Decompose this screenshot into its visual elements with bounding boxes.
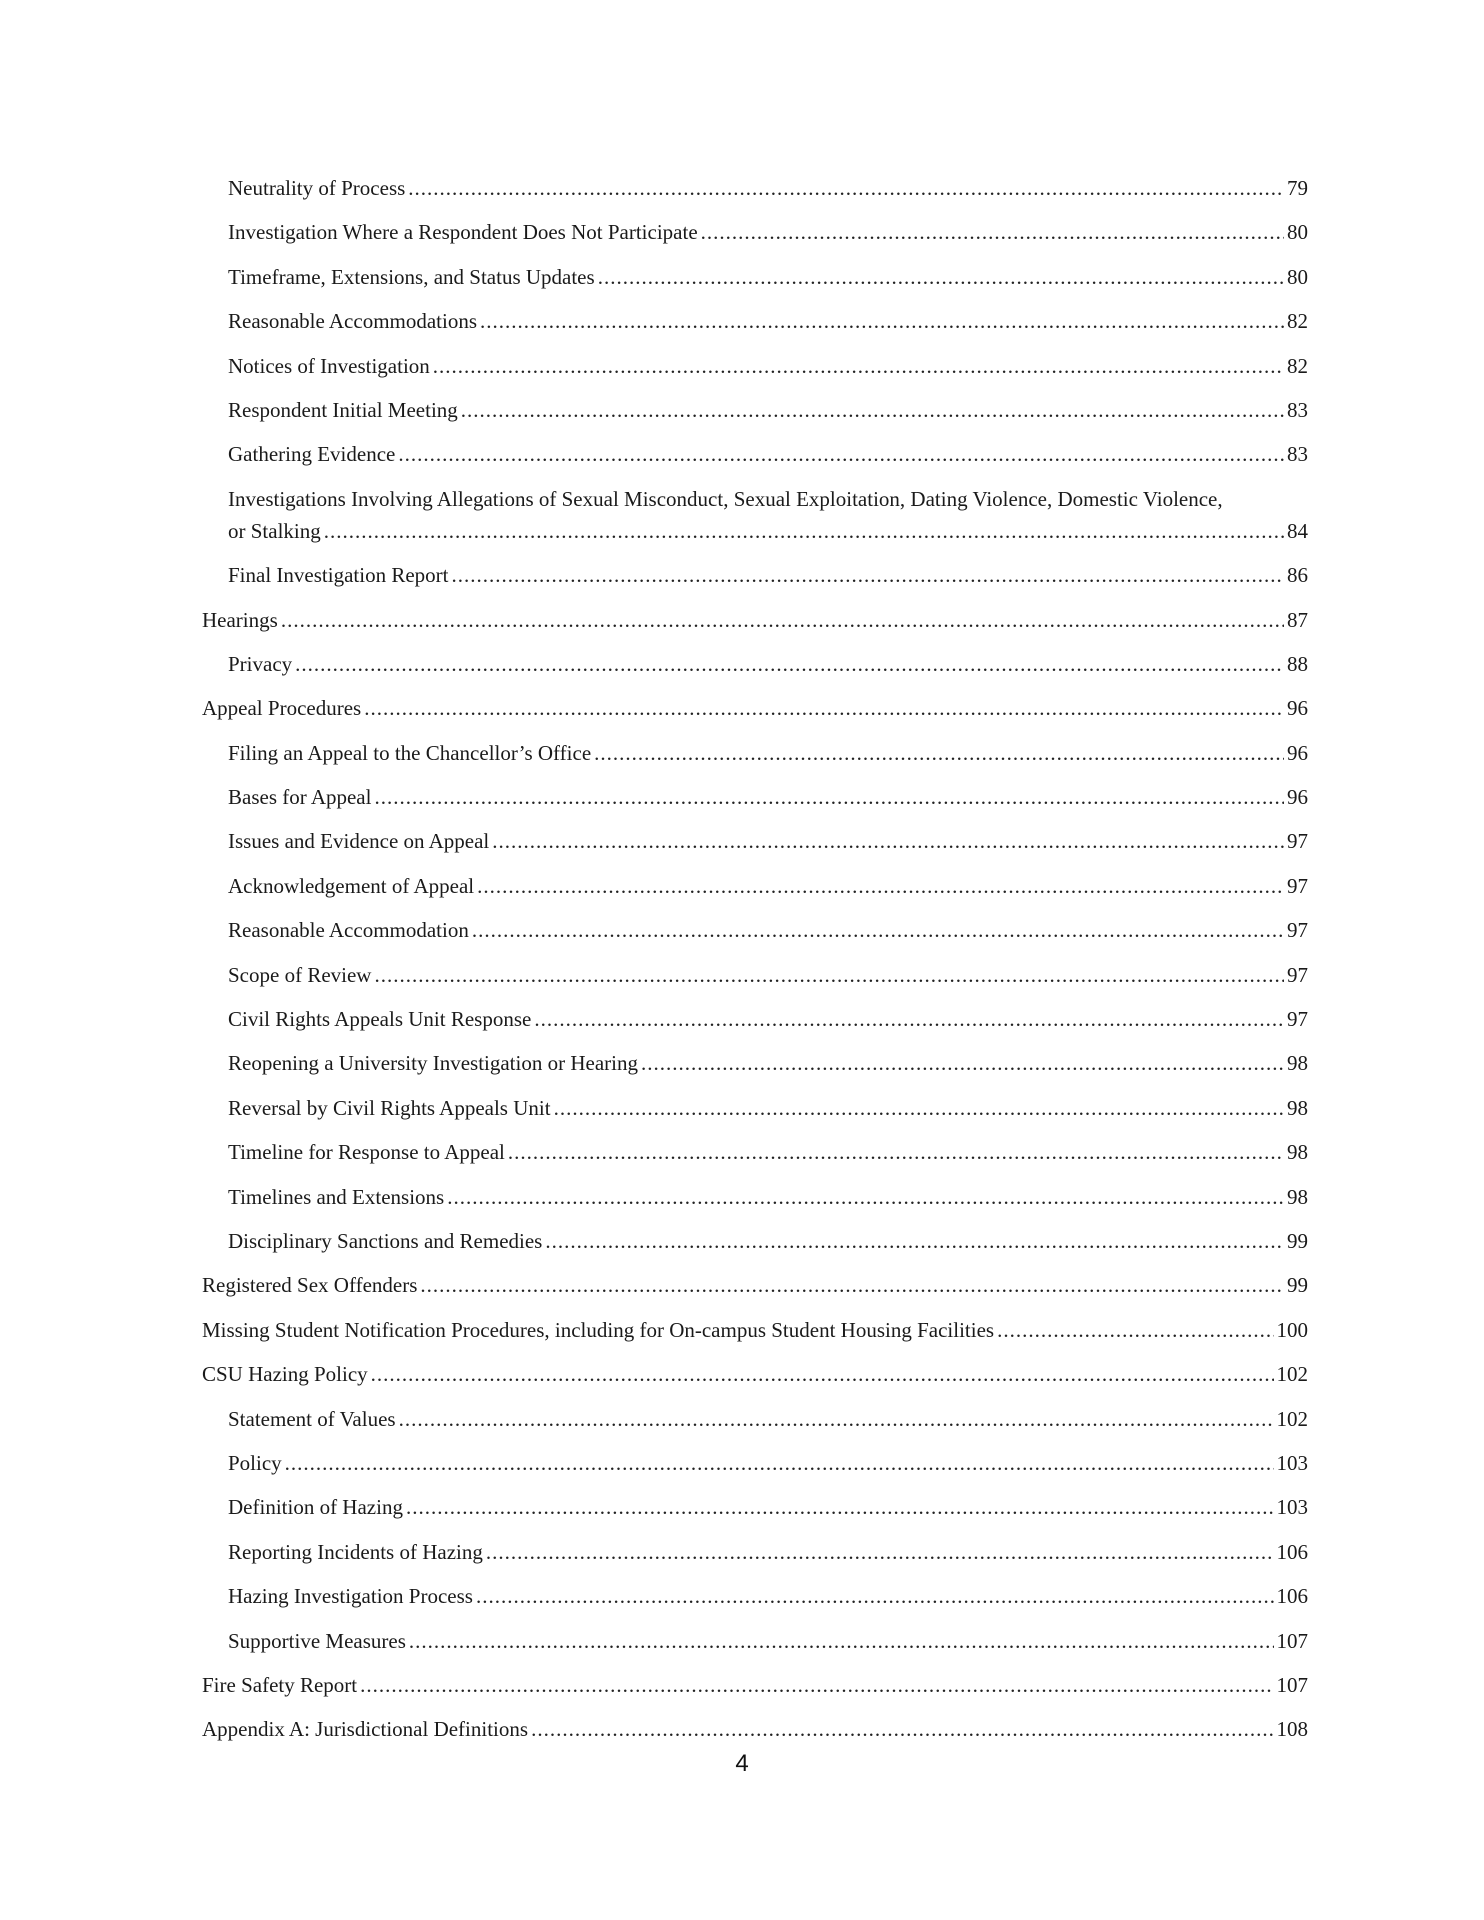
dot-leader bbox=[398, 438, 1284, 470]
toc-entry[interactable] bbox=[202, 737, 1308, 769]
toc-entry-page: 87 bbox=[1287, 607, 1308, 632]
toc-entry-page: 98 bbox=[1287, 1184, 1308, 1209]
dot-leader bbox=[420, 1269, 1284, 1301]
dot-leader bbox=[477, 870, 1284, 902]
toc-entry[interactable] bbox=[202, 1003, 1308, 1035]
toc-entry-title: Appendix A: Jurisdictional Definitions bbox=[202, 1717, 529, 1742]
dot-leader bbox=[295, 648, 1284, 680]
toc-entry-page: 108 bbox=[1276, 1717, 1308, 1742]
toc-entry-page: 98 bbox=[1287, 1051, 1308, 1076]
toc-entry[interactable] bbox=[202, 1447, 1308, 1479]
toc-entry-title: Appeal Procedures bbox=[202, 696, 362, 721]
toc-entry-title: Definition of Hazing bbox=[228, 1495, 403, 1520]
dot-leader bbox=[508, 1136, 1284, 1168]
dot-leader bbox=[545, 1225, 1284, 1257]
toc-entry-page: 97 bbox=[1287, 873, 1308, 898]
toc-entry-page: 106 bbox=[1276, 1584, 1308, 1609]
dot-leader bbox=[997, 1314, 1273, 1346]
toc-entry-title: Reopening a University Investigation or Hearing bbox=[228, 1051, 638, 1076]
toc-entry-page: 99 bbox=[1287, 1273, 1308, 1298]
toc-entry[interactable] bbox=[202, 305, 1308, 337]
toc-entry-page: 97 bbox=[1287, 918, 1308, 943]
toc-entry-title: Timelines and Extensions bbox=[228, 1184, 445, 1209]
toc-entry[interactable] bbox=[202, 648, 1308, 680]
toc-entry-title: Fire Safety Report bbox=[202, 1672, 358, 1697]
dot-leader bbox=[492, 825, 1284, 857]
dot-leader bbox=[374, 781, 1284, 813]
toc-entry[interactable] bbox=[202, 1713, 1308, 1745]
toc-entry-page: 82 bbox=[1287, 309, 1308, 334]
dot-leader bbox=[360, 1669, 1273, 1701]
dot-leader bbox=[281, 604, 1284, 636]
toc-entry-page: 86 bbox=[1287, 563, 1308, 588]
toc-entry-page: 97 bbox=[1287, 1007, 1308, 1032]
toc-entry-title: Issues and Evidence on Appeal bbox=[228, 829, 490, 854]
toc-entry-title: Filing an Appeal to the Chancellor’s Office bbox=[228, 740, 592, 765]
dot-leader bbox=[285, 1447, 1274, 1479]
toc-entry-title: Investigation Where a Respondent Does Not Participate bbox=[228, 220, 698, 245]
toc-entry[interactable] bbox=[202, 1092, 1308, 1124]
dot-leader bbox=[399, 1403, 1274, 1435]
toc-entry-title: Missing Student Notification Procedures, including for On-campus Student Housing Facilities bbox=[202, 1317, 995, 1342]
toc-entry-page: 106 bbox=[1276, 1539, 1308, 1564]
toc-entry-page: 96 bbox=[1287, 740, 1308, 765]
toc-entry[interactable] bbox=[202, 483, 1308, 547]
toc-entry-page: 107 bbox=[1276, 1628, 1308, 1653]
toc-entry-page: 98 bbox=[1287, 1140, 1308, 1165]
dot-leader bbox=[472, 914, 1284, 946]
toc-entry-title: Timeframe, Extensions, and Status Updates bbox=[228, 264, 595, 289]
toc-entry-title: Reasonable Accommodations bbox=[228, 309, 478, 334]
dot-leader bbox=[461, 394, 1284, 426]
toc-entry[interactable] bbox=[202, 1625, 1308, 1657]
toc-entry[interactable] bbox=[202, 261, 1308, 293]
toc-entry-page: 82 bbox=[1287, 353, 1308, 378]
toc-entry-page: 97 bbox=[1287, 962, 1308, 987]
toc-entry-page: 100 bbox=[1276, 1317, 1308, 1342]
dot-leader bbox=[480, 305, 1284, 337]
toc-entry[interactable] bbox=[202, 559, 1308, 591]
dot-leader bbox=[594, 737, 1284, 769]
toc-entry[interactable] bbox=[202, 350, 1308, 382]
toc-entry[interactable] bbox=[202, 914, 1308, 946]
toc-entry-title: Privacy bbox=[228, 651, 293, 676]
dot-leader bbox=[433, 350, 1284, 382]
dot-leader bbox=[447, 1181, 1284, 1213]
toc-entry-title: Supportive Measures bbox=[228, 1628, 406, 1653]
toc-entry-title: Gathering Evidence bbox=[228, 442, 396, 467]
toc-entry-title: Reasonable Accommodation bbox=[228, 918, 469, 943]
page-number: 4 bbox=[735, 1750, 749, 1777]
dot-leader bbox=[701, 216, 1284, 248]
dot-leader bbox=[534, 1003, 1284, 1035]
toc-entry-page: 103 bbox=[1276, 1450, 1308, 1475]
toc-entry-page: 99 bbox=[1287, 1228, 1308, 1253]
toc-entry[interactable] bbox=[202, 1136, 1308, 1168]
toc-entry-title-line1: Investigations Involving Allegations of Sexual Misconduct, Sexual Exploitation, Dating Violence, Domestic Violence, bbox=[228, 486, 1223, 511]
table-of-contents bbox=[202, 172, 1308, 1758]
toc-entry-title: Statement of Values bbox=[228, 1406, 396, 1431]
toc-entry-title: or Stalking bbox=[228, 518, 321, 543]
toc-entry[interactable] bbox=[202, 394, 1308, 426]
dot-leader bbox=[641, 1047, 1284, 1079]
toc-entry[interactable] bbox=[202, 1269, 1308, 1301]
toc-entry[interactable] bbox=[202, 870, 1308, 902]
toc-entry-page: 102 bbox=[1276, 1362, 1308, 1387]
toc-entry-title: Registered Sex Offenders bbox=[202, 1273, 418, 1298]
toc-entry-title: CSU Hazing Policy bbox=[202, 1362, 368, 1387]
toc-entry-title: Respondent Initial Meeting bbox=[228, 397, 458, 422]
toc-entry-page: 84 bbox=[1287, 518, 1308, 543]
dot-leader bbox=[409, 1625, 1274, 1657]
dot-leader bbox=[374, 959, 1284, 991]
toc-entry[interactable] bbox=[202, 1047, 1308, 1079]
dot-leader bbox=[531, 1713, 1273, 1745]
toc-entry[interactable] bbox=[202, 1669, 1308, 1701]
toc-entry-page: 80 bbox=[1287, 220, 1308, 245]
toc-entry-page: 97 bbox=[1287, 829, 1308, 854]
toc-entry-title: Hazing Investigation Process bbox=[228, 1584, 473, 1609]
toc-entry-page: 83 bbox=[1287, 442, 1308, 467]
toc-entry-page: 96 bbox=[1287, 785, 1308, 810]
toc-entry[interactable] bbox=[202, 781, 1308, 813]
toc-entry-title: Reversal by Civil Rights Appeals Unit bbox=[228, 1095, 551, 1120]
toc-entry[interactable] bbox=[202, 1358, 1308, 1390]
toc-entry-title: Disciplinary Sanctions and Remedies bbox=[228, 1228, 543, 1253]
dot-leader bbox=[408, 172, 1284, 204]
toc-entry[interactable] bbox=[202, 216, 1308, 248]
toc-entry-title: Bases for Appeal bbox=[228, 785, 372, 810]
toc-entry-page: 79 bbox=[1287, 176, 1308, 200]
toc-entry[interactable] bbox=[202, 1491, 1308, 1523]
toc-entry-title: Neutrality of Process bbox=[228, 176, 406, 200]
dot-leader bbox=[486, 1536, 1274, 1568]
toc-entry-title: Reporting Incidents of Hazing bbox=[228, 1539, 483, 1564]
toc-entry-page: 103 bbox=[1276, 1495, 1308, 1520]
toc-entry-page: 96 bbox=[1287, 696, 1308, 721]
toc-entry[interactable] bbox=[202, 1181, 1308, 1213]
toc-entry-title: Scope of Review bbox=[228, 962, 372, 987]
toc-entry[interactable] bbox=[202, 604, 1308, 636]
toc-entry-title: Final Investigation Report bbox=[228, 563, 449, 588]
toc-entry-title: Notices of Investigation bbox=[228, 353, 430, 378]
dot-leader bbox=[406, 1491, 1274, 1523]
toc-entry-page: 102 bbox=[1276, 1406, 1308, 1431]
toc-entry-title: Policy bbox=[228, 1450, 282, 1475]
toc-entry[interactable] bbox=[202, 172, 1308, 204]
toc-entry-page: 83 bbox=[1287, 397, 1308, 422]
toc-entry-page: 88 bbox=[1287, 651, 1308, 676]
toc-entry-page: 80 bbox=[1287, 264, 1308, 289]
dot-leader bbox=[554, 1092, 1284, 1124]
dot-leader bbox=[371, 1358, 1274, 1390]
toc-entry-title: Civil Rights Appeals Unit Response bbox=[228, 1007, 532, 1032]
toc-entry[interactable] bbox=[202, 692, 1308, 724]
dot-leader bbox=[476, 1580, 1274, 1612]
toc-entry[interactable] bbox=[202, 1225, 1308, 1257]
toc-entry-title: Timeline for Response to Appeal bbox=[228, 1140, 505, 1165]
dot-leader bbox=[451, 559, 1284, 591]
toc-entry[interactable] bbox=[202, 959, 1308, 991]
toc-entry[interactable] bbox=[202, 1403, 1308, 1435]
toc-entry-page: 107 bbox=[1276, 1672, 1308, 1697]
toc-entry[interactable] bbox=[202, 1580, 1308, 1612]
toc-entry-title: Acknowledgement of Appeal bbox=[228, 873, 475, 898]
toc-entry[interactable] bbox=[202, 438, 1308, 470]
dot-leader bbox=[598, 261, 1284, 293]
toc-entry-page: 98 bbox=[1287, 1095, 1308, 1120]
toc-entry-title: Hearings bbox=[202, 607, 278, 632]
toc-entry[interactable] bbox=[202, 1536, 1308, 1568]
toc-entry[interactable] bbox=[202, 825, 1308, 857]
dot-leader bbox=[364, 692, 1284, 724]
dot-leader bbox=[324, 515, 1284, 547]
toc-entry[interactable] bbox=[202, 1314, 1308, 1346]
